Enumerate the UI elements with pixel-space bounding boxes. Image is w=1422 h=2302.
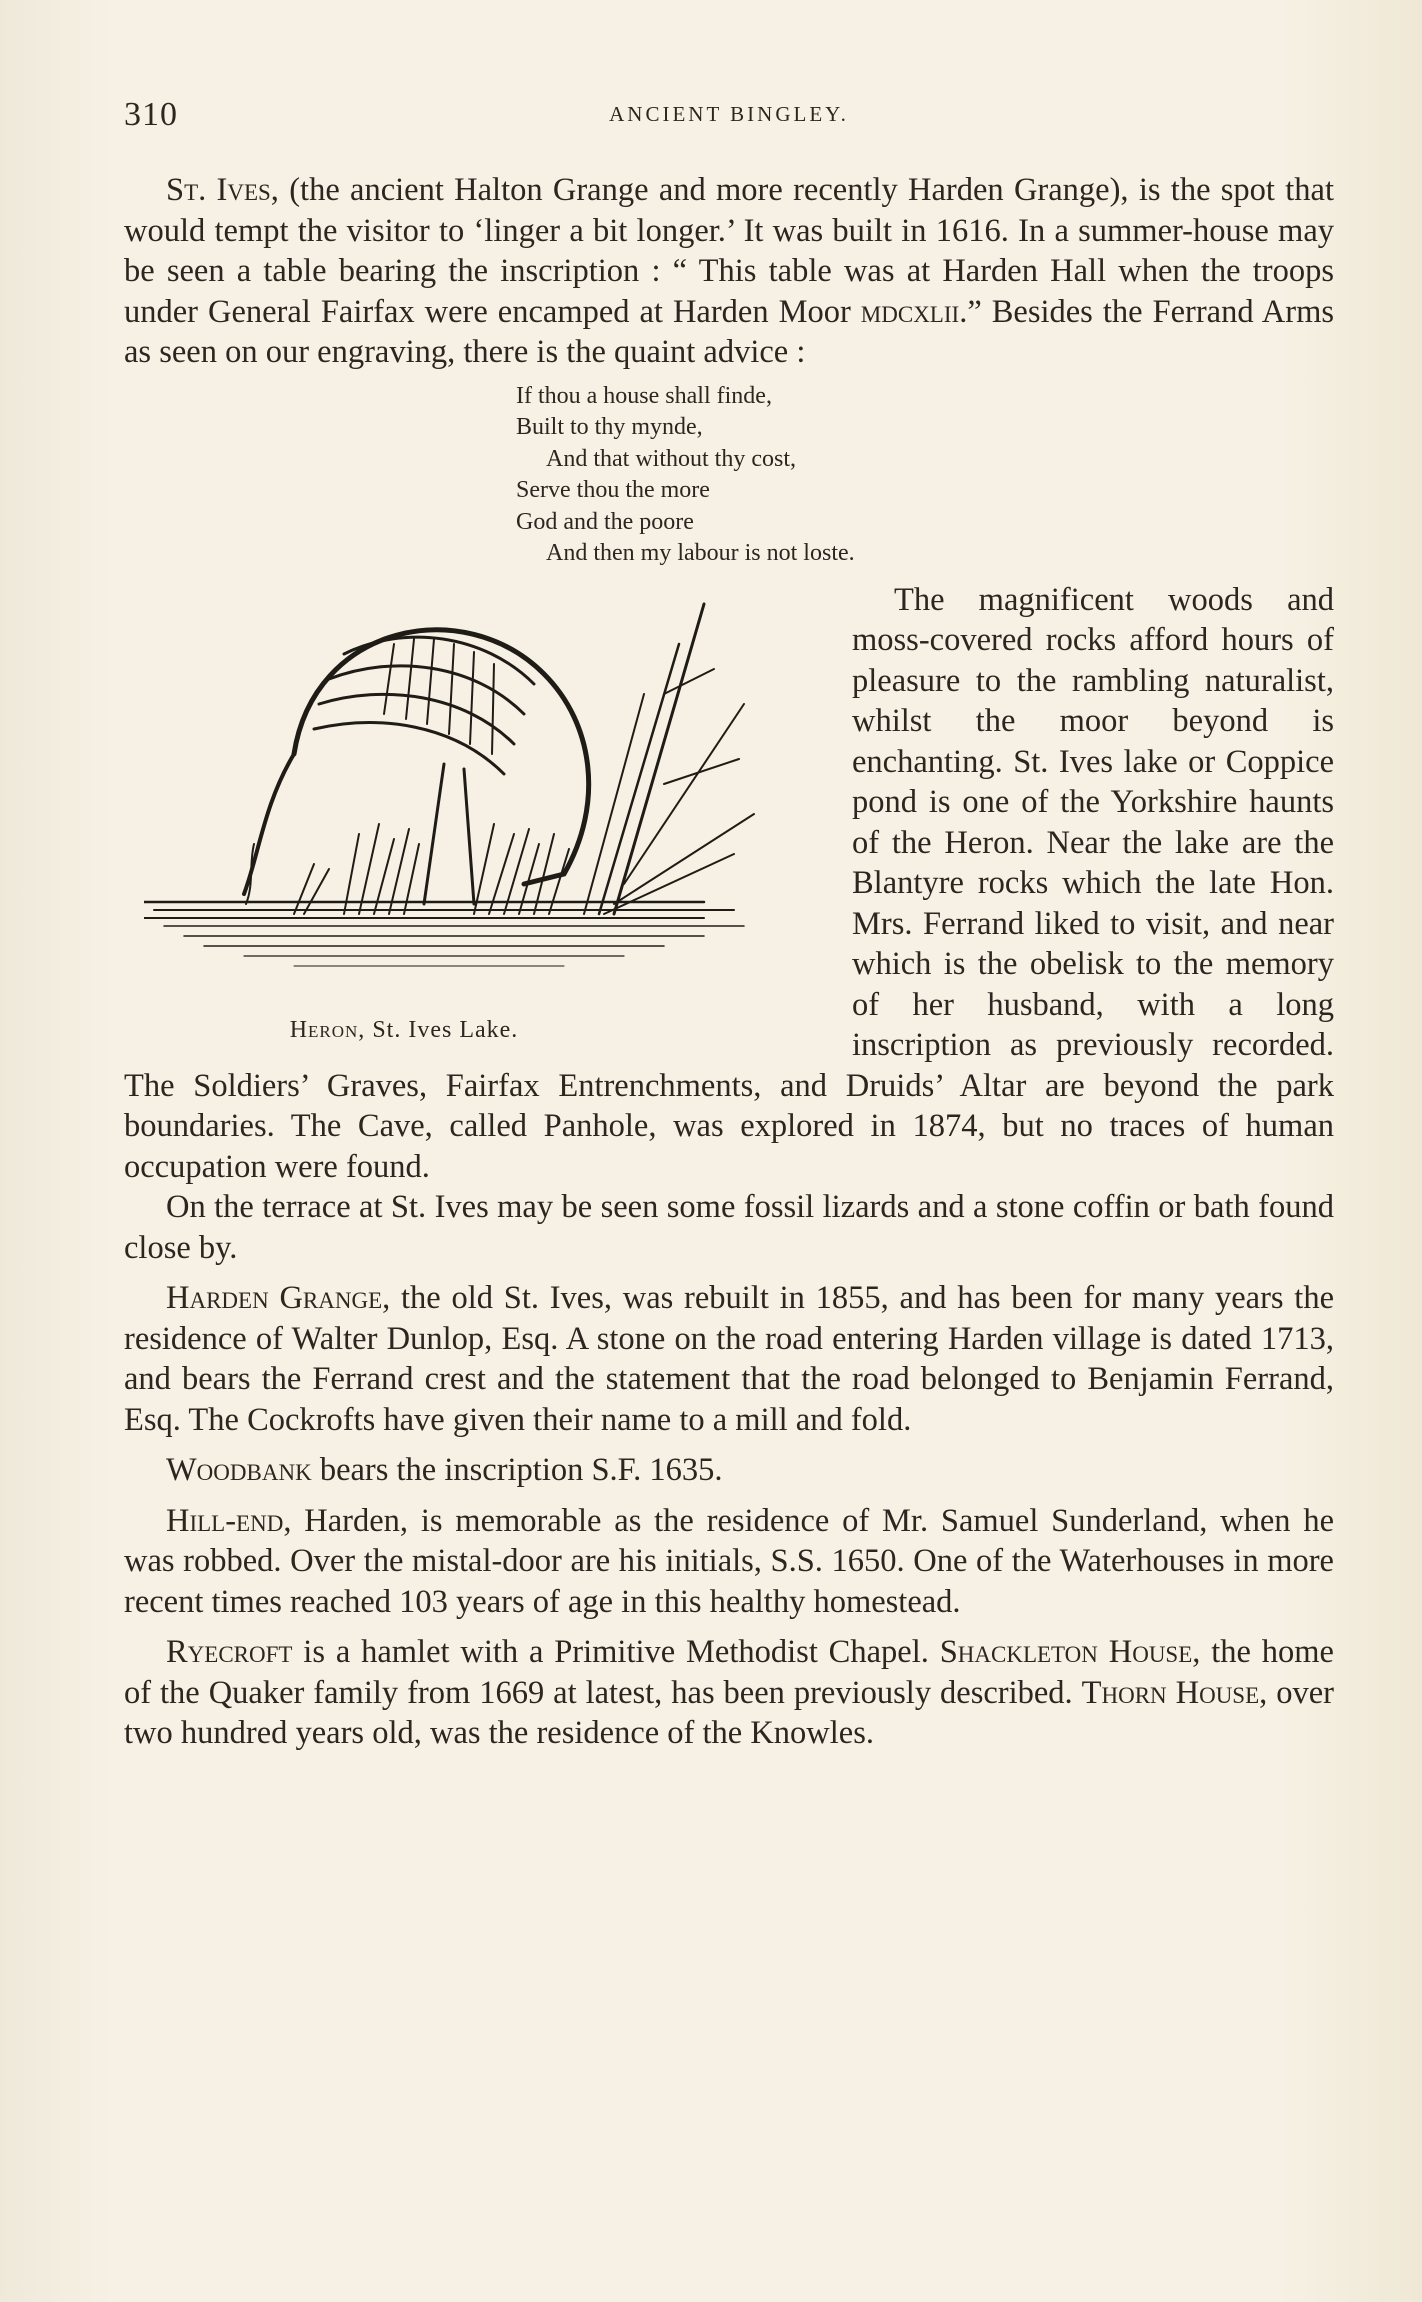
paragraph-hill-end: Hill-end, Harden, is memorable as the residence of Mr. Samuel Sunderland, when he was robbed. Over the mistal-door are his initials, S.S. 1650. One of the Waterhouses in more recent times reached 103 years of age in this healthy homestead. [124, 1502, 1334, 1620]
running-title: ANCIENT BINGLEY. [609, 102, 849, 126]
poem-line: And then my labour is not loste. [546, 540, 855, 566]
roman-date: mdcxlii [860, 293, 960, 330]
paragraph-harden-grange: Harden Grange, the old St. Ives, was rebuilt in 1855, and has been for many years the residence of Walter Dunlop, Esq. A stone on the road entering Harden village is dated 1713, and bears the Ferrand crest and the statement that the road belonged to Benjamin Ferrand, Esq. The Cockrofts have given their name to a mill and fold. [124, 1280, 1334, 1438]
poem-line: God and the poore [516, 508, 694, 535]
poem-line: If thou a house shall finde, [516, 382, 772, 409]
poem-line: Serve thou the more [516, 477, 710, 503]
paragraph-ryecroft: Ryecroft is a hamlet with a Primitive Methodist Chapel. Shackleton House, the home of the Quaker family from 1669 at latest, has been previously described. Thorn House, over two hundred years old, was the residence of the Knowles. [124, 1634, 1334, 1751]
paragraph-lead: Hill-end, [166, 1502, 292, 1539]
inscription-poem [516, 381, 1334, 570]
heron-figure [124, 584, 824, 1048]
paragraph-lead: Harden Grange, [166, 1280, 391, 1316]
page-number: 310 [124, 96, 178, 133]
poem-line: And that without thy cost, [546, 445, 796, 472]
paragraph-lead: St. Ives, [166, 172, 279, 208]
paragraph-st-ives: St. Ives, (the ancient Halton Grange and more recently Harden Grange), is the spot that would tempt the visitor to ‘linger a bit longer.’ It was built in 1616. In a summer-house may be seen a table bearing the inscription : “ This table was at Harden Hall when the troops under General Fairfax were encamped at Harden Moor mdcxlii.” Besides the Ferrand Arms as seen on our engraving, there is the quaint advice : [124, 172, 1334, 370]
poem-line: Built to thy mynde, [516, 414, 703, 440]
paragraph-woods: The magnificent woods and moss-covered rocks afford hours of pleasure to the rambling naturalist, whilst the moor beyond is enchanting. St. Ives lake or Coppice pond is one of the Yorkshire haunts of the Heron. Near the lake are the Blantyre rocks which the late Hon. Mrs. Ferrand liked to visit, and near which is the obelisk to the memory of her husband, with a long inscription as previously recorded. The Soldiers’ Graves, Fairfax Entrenchments, and Druids’ Altar are beyond the park boundaries. The Cave, called Panhole, was explored in 1874, but no traces of human occupation were found. [124, 581, 1334, 1185]
paragraph-lead: Ryecroft [166, 1634, 293, 1670]
paragraph-lead: Thorn House, [1081, 1674, 1268, 1711]
heron-engraving-icon [144, 584, 784, 1004]
figure-caption: Heron, St. Ives Lake. [289, 1016, 519, 1043]
paragraph-lead: Woodbank [166, 1452, 312, 1488]
paragraph-terrace: On the terrace at St. Ives may be seen some fossil lizards and a stone coffin or bath found close by. [124, 1189, 1334, 1266]
paragraph-woodbank: Woodbank bears the inscription S.F. 1635. [166, 1452, 723, 1488]
paragraph-lead: Shackleton House, [939, 1634, 1201, 1670]
page-header [124, 96, 1334, 136]
page-body [124, 170, 1334, 1754]
